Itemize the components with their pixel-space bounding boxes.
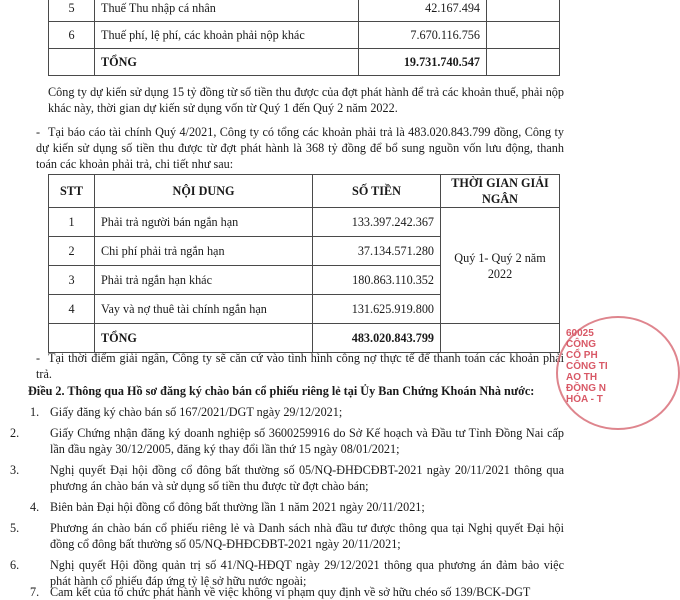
bullet-payables bbox=[36, 124, 564, 172]
disbursement-period: Quý 1- Quý 2 năm 2022 bbox=[441, 208, 560, 324]
item-text: Phương án chào bán cổ phiếu riêng lẻ và Danh sách nhà đầu tư được thông qua tại Nghị quyết Đại hội đồng cổ đông bất thường số 05/NQ-ĐHĐCĐBT-2021 ngày 20/11/2021; bbox=[50, 521, 564, 552]
row-stt: 4 bbox=[49, 295, 95, 324]
seal-line: HÓA - T bbox=[566, 394, 603, 405]
item-number: 1. bbox=[30, 405, 40, 419]
header-stt: STT bbox=[49, 175, 95, 208]
row-content: Vay và nợ thuê tài chính ngắn hạn bbox=[95, 295, 313, 324]
total-label: TỔNG bbox=[95, 49, 359, 76]
item-text: Giấy Chứng nhận đăng ký doanh nghiệp số 3600259916 do Sở Kế hoạch và Đầu tư Tỉnh Đồng Nai cấp lần đầu ngày 30/12/2005, đăng ký thay đổi lần thứ 15 ngày 08/01/2021; bbox=[50, 426, 564, 457]
list-item bbox=[10, 520, 564, 552]
item-number: 2. bbox=[10, 426, 20, 440]
row-content: Phải trả ngắn hạn khác bbox=[95, 266, 313, 295]
row-empty bbox=[49, 324, 95, 353]
seal-line: CỔ PH bbox=[566, 350, 598, 361]
item-number: 6. bbox=[10, 558, 20, 572]
table-row bbox=[49, 208, 560, 237]
item-number: 7. bbox=[30, 585, 40, 599]
seal-line: CÔNG bbox=[566, 339, 596, 350]
row-empty bbox=[487, 49, 560, 76]
list-item bbox=[10, 425, 564, 457]
table-row bbox=[49, 0, 560, 22]
row-amount: 131.625.919.800 bbox=[313, 295, 441, 324]
header-content: NỘI DUNG bbox=[95, 175, 313, 208]
bullet-dash: - bbox=[36, 351, 41, 365]
row-empty bbox=[487, 0, 560, 22]
bullet-text: Tại thời điểm giải ngân, Công ty sẽ căn cứ vào tình hình công nợ thực tế để thanh toán các khoản phải trả. bbox=[36, 351, 564, 382]
row-stt: 1 bbox=[49, 208, 95, 237]
total-amount: 19.731.740.547 bbox=[359, 49, 487, 76]
item-number: 3. bbox=[10, 463, 20, 477]
table-total-row bbox=[49, 49, 560, 76]
item-text: Biên bản Đại hội đồng cổ đông bất thường lần 1 năm 2021 ngày 20/11/2021; bbox=[50, 500, 425, 514]
bullet-text: Tại báo cáo tài chính Quý 4/2021, Công ty có tổng các khoản phải trả là 483.020.843.799 đồng, Công ty dự kiến sử dụng số tiền thu được từ đợt phát hành là 368 tỷ đồng để bổ sung nguồn vốn lưu động, thanh toán các khoản phải trả, chi tiết như sau: bbox=[36, 125, 564, 172]
list-item bbox=[30, 404, 564, 420]
row-stt: 2 bbox=[49, 237, 95, 266]
row-content: Phải trả người bán ngắn hạn bbox=[95, 208, 313, 237]
row-amount: 7.670.116.756 bbox=[359, 22, 487, 49]
tax-table bbox=[48, 0, 560, 76]
row-amount: 42.167.494 bbox=[359, 0, 487, 22]
company-seal-stamp bbox=[556, 316, 680, 430]
seal-line: ĐỒNG N bbox=[566, 383, 606, 394]
row-empty bbox=[49, 49, 95, 76]
total-label: TỔNG bbox=[95, 324, 313, 353]
row-content: Thuế phí, lệ phí, các khoản phải nộp khác bbox=[95, 22, 359, 49]
table-total-row bbox=[49, 324, 560, 353]
seal-line: AO TH bbox=[566, 372, 598, 383]
seal-line: 60025 bbox=[566, 328, 594, 339]
row-content: Thuế Thu nhập cá nhân bbox=[95, 0, 359, 22]
bullet-dash: - bbox=[36, 125, 41, 139]
row-amount: 180.863.110.352 bbox=[313, 266, 441, 295]
total-amount: 483.020.843.799 bbox=[313, 324, 441, 353]
row-amount: 37.134.571.280 bbox=[313, 237, 441, 266]
row-empty bbox=[441, 324, 560, 353]
row-content: Chi phí phải trả ngắn hạn bbox=[95, 237, 313, 266]
item-number: 5. bbox=[10, 521, 20, 535]
list-item bbox=[10, 462, 564, 494]
list-item bbox=[30, 584, 564, 600]
bullet-disbursement bbox=[36, 350, 564, 382]
item-text: Nghị quyết Hội đồng quản trị số 41/NQ-HĐQT ngày 29/12/2021 thông qua phương án đảm bảo việc phát hành cổ phiếu đáp ứng tỷ lệ sở hữu nước ngoài; bbox=[50, 558, 564, 589]
header-amount: SỐ TIỀN bbox=[313, 175, 441, 208]
seal-line: CÔNG TI bbox=[566, 361, 608, 372]
item-text: Giấy đăng ký chào bán số 167/2021/DGT ngày 29/12/2021; bbox=[50, 405, 343, 419]
item-text: Nghị quyết Đại hội đồng cổ đông bất thường số 05/NQ-ĐHĐCĐBT-2021 ngày 20/11/2021 thông qua phương án chào bán và sử dụng số tiền thu được từ đợt chào bán; bbox=[50, 463, 564, 494]
paragraph-usage: Công ty dự kiến sử dụng 15 tỷ đồng từ số tiền thu được của đợt phát hành để trả các khoản thuế, phải nộp khác này, thời gian dự kiến sử dụng vốn từ Quý 1 đến Quý 2 năm 2022. bbox=[48, 85, 564, 116]
item-number: 4. bbox=[30, 500, 40, 514]
list-item bbox=[30, 499, 564, 515]
article-2-heading: Điều 2. Thông qua Hồ sơ đăng ký chào bán cổ phiếu riêng lẻ tại Ủy Ban Chứng Khoán Nhà nước: bbox=[28, 384, 535, 398]
row-stt: 3 bbox=[49, 266, 95, 295]
table-header-row bbox=[49, 175, 560, 208]
row-amount: 133.397.242.367 bbox=[313, 208, 441, 237]
payables-table bbox=[48, 174, 560, 353]
row-stt: 6 bbox=[49, 22, 95, 49]
header-disbursement: THỜI GIAN GIẢI NGÂN bbox=[441, 175, 560, 208]
item-text: Cam kết của tổ chức phát hành về việc không vi phạm quy định về sở hữu chéo số 139/BCK-DGT bbox=[50, 585, 531, 599]
row-stt: 5 bbox=[49, 0, 95, 22]
seal-text bbox=[566, 328, 608, 405]
table-row bbox=[49, 22, 560, 49]
row-empty bbox=[487, 22, 560, 49]
